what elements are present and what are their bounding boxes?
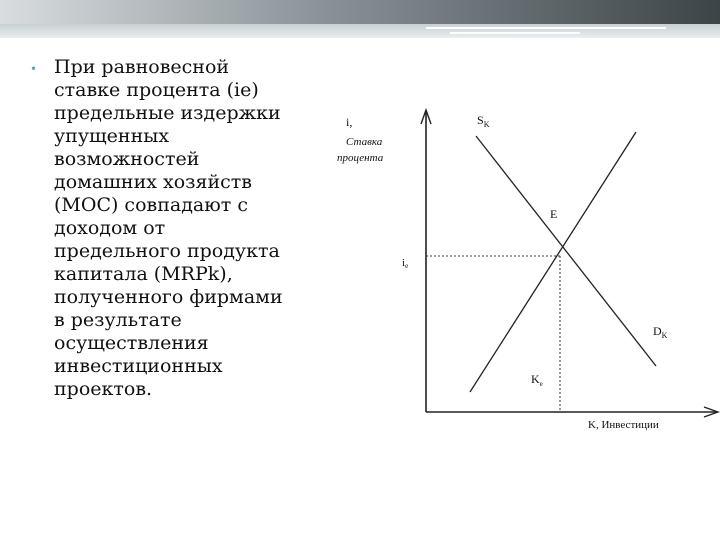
bullet-text: При равновесной ставке процента (ie) предельные издержки упущенных возможностей домашних хозяйств (MOC) совпадают с доходом от предельного продукта капитала (MRPk), полученного фирмами в результате осуществления инвестиционных проектов. xyxy=(54,56,283,400)
equilibrium-label: E xyxy=(550,207,558,221)
bullet-icon: • xyxy=(30,62,38,76)
y-axis-symbol: i, xyxy=(346,115,353,129)
supply-label: $S_K$ xyxy=(477,113,490,129)
equilibrium-qty-label: $K_e$ xyxy=(531,372,543,388)
equilibrium-rate-label: ie xyxy=(402,257,409,270)
supply-curve xyxy=(470,132,636,392)
y-axis-label-line2: процента xyxy=(337,152,384,164)
x-axis-label: K, Инвестиции xyxy=(588,419,659,431)
y-axis-label-line1: Ставка xyxy=(346,136,383,148)
demand-curve xyxy=(476,136,656,366)
demand-label: $D_K$ xyxy=(653,324,668,340)
